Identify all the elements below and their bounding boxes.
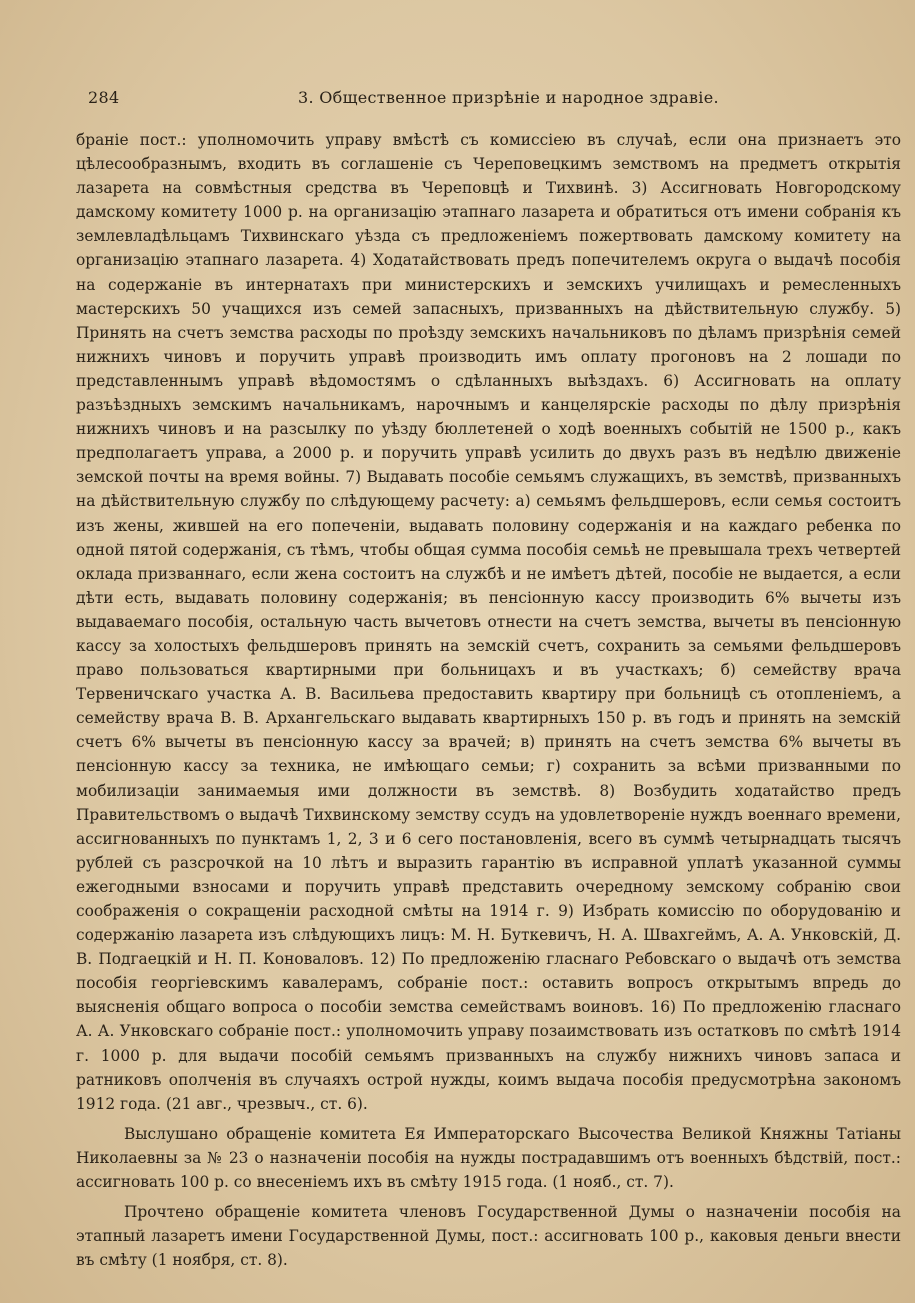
paragraph-resolution: браніе пост.: уполномочить управу вмѣстѣ съ комиссіею въ случаѣ, если она признаетъ это цѣлесообразнымъ, входить въ соглашеніе съ Череповецкимъ земствомъ на предметъ открытія лазарета на совмѣстныя средства въ Череповцѣ и Тихвинѣ. 3) Ассигновать Новгородскому дамскому комитету 1000 р. на организацію этапнаго лазарета и обратиться отъ имени собранія къ землевладѣльцамъ Тихвинскаго уѣзда съ предложеніемъ пожертвовать дамскому комитету на организацію этапнаго лазарета. 4) Ходатайствовать предъ попечителемъ округа о выдачѣ пособія на содержаніе въ интернатахъ при министерскихъ и земскихъ училищахъ и ремесленныхъ мастерскихъ 50 учащихся изъ семей запасныхъ, призванныхъ на дѣйствительную службу. 5) Принять на счетъ земства расходы по проѣзду земскихъ начальниковъ по дѣламъ призрѣнія семей нижнихъ чиновъ и поручить управѣ производить имъ оплату прогоновъ на 2 лошади по представленнымъ управѣ вѣдомостямъ о сдѣланныхъ выѣздахъ. 6) Ассигновать на оплату разъѣздныхъ земскимъ начальникамъ, нарочнымъ и канцелярскіе расходы по дѣлу призрѣнія нижнихъ чиновъ и на разсылку по уѣзду бюллетеней о ходѣ военныхъ событій не 1500 р., какъ предполагаетъ управа, а 2000 р. и поручить управѣ усилить до двухъ разъ въ недѣлю движеніе земской почты на время войны. 7) Выдавать пособіе семьямъ служащихъ, въ земствѣ, призванныхъ на дѣйствительную службу по слѣдующему расчету: а) семьямъ фельдшеровъ, если семья состоитъ изъ жены, жившей на его попеченіи, выдавать половину содержанія и на каждаго ребенка по одной пятой содержанія, съ тѣмъ, чтобы общая сумма пособія семьѣ не превышала трехъ четвертей оклада призваннаго, если жена состоитъ на службѣ и не имѣетъ дѣтей, пособіе не выдается, а если дѣти есть, выдавать половину содержанія; въ пенсіонную кассу производить 6% вычеты изъ выдаваемаго пособія, остальную часть вычетовъ отнести на счетъ земства, вычеты въ пенсіонную кассу за холостыхъ фельдшеровъ принять на земскій счетъ, сохранить за семьями фельдшеровъ право пользоваться квартирными при больницахъ и въ участкахъ; б) семейству врача Тервеничскаго участка А. В. Васильева предоставить квартиру при больницѣ съ отопленіемъ, а семейству врача В. В. Архангельскаго выдавать квартирныхъ 150 р. въ годъ и принять на земскій счетъ 6% вычеты въ пенсіонную кассу за врачей; в) принять на счетъ земства 6% вычеты въ пенсіонную кассу за техника, не имѣющаго семьи; г) сохранить за всѣми призванными по мобилизаціи занимаемыя ими должности въ земствѣ. 8) Возбудить ходатайство предъ Правительствомъ о выдачѣ Тихвинскому земству ссудъ на удовлетвореніе нуждъ военнаго времени, ассигнованныхъ по пунктамъ 1, 2, 3 и 6 сего постановленія, всего въ суммѣ четырнадцать тысячъ рублей съ разсрочкой на 10 лѣтъ и выразить гарантію въ исправной уплатѣ указанной суммы ежегодными взносами и поручить управѣ представить очередному земскому собранію свои соображенія о сокращеніи расходной смѣты на 1914 г. 9) Избрать комиссію по оборудованію и содержанію лазарета изъ слѣдующихъ лицъ: М. Н. Буткевичъ, Н. А. Швахгеймъ, А. А. Унковскій, Д. В. Подгаецкій и Н. П. Коноваловъ. 12) По предложенію гласнаго Ребовскаго о выдачѣ отъ земства пособія георгіевскимъ кавалерамъ, собраніе пост.: оставить вопросъ открытымъ впредь до выясненія общаго вопроса о пособіи земства семействамъ воиновъ. 16) По предложенію гласнаго А. А. Унковскаго собраніе пост.: уполномочить управу позаимствовать изъ остатковъ по смѣтѣ 1914 г. 1000 р. для выдачи пособій семьямъ призванныхъ на службу нижнихъ чиновъ запаса и ратниковъ ополченія въ случаяхъ острой нужды, коимъ выдача пособія предусмотрѣна закономъ 1912 года. (21 авг., чрезвыч., ст. 6). [76, 131, 901, 1113]
paragraph-duma-committee: Прочтено обращеніе комитета членовъ Государственной Думы о назначеніи пособія на этапный лазаретъ имени Государственной Думы, пост.: ассигновать 100 р., каковыя деньги внести въ смѣту (1 ноября, ст. 8). [76, 1203, 901, 1270]
page-number: 284 [88, 88, 120, 107]
document-body [76, 128, 901, 1272]
running-title: 3. Общественное призрѣніе и народное здравіе. [298, 88, 719, 107]
paragraph-grand-duchess-committee: Выслушано обращеніе комитета Ея Императорскаго Высочества Великой Княжны Татіаны Николаевны за № 23 о назначеніи пособія на нужды пострадавшимъ отъ военныхъ бѣдствій, пост.: ассигновать 100 р. со внесеніемъ ихъ въ смѣту 1915 года. (1 нояб., ст. 7). [76, 1124, 901, 1192]
page-header [88, 88, 865, 114]
